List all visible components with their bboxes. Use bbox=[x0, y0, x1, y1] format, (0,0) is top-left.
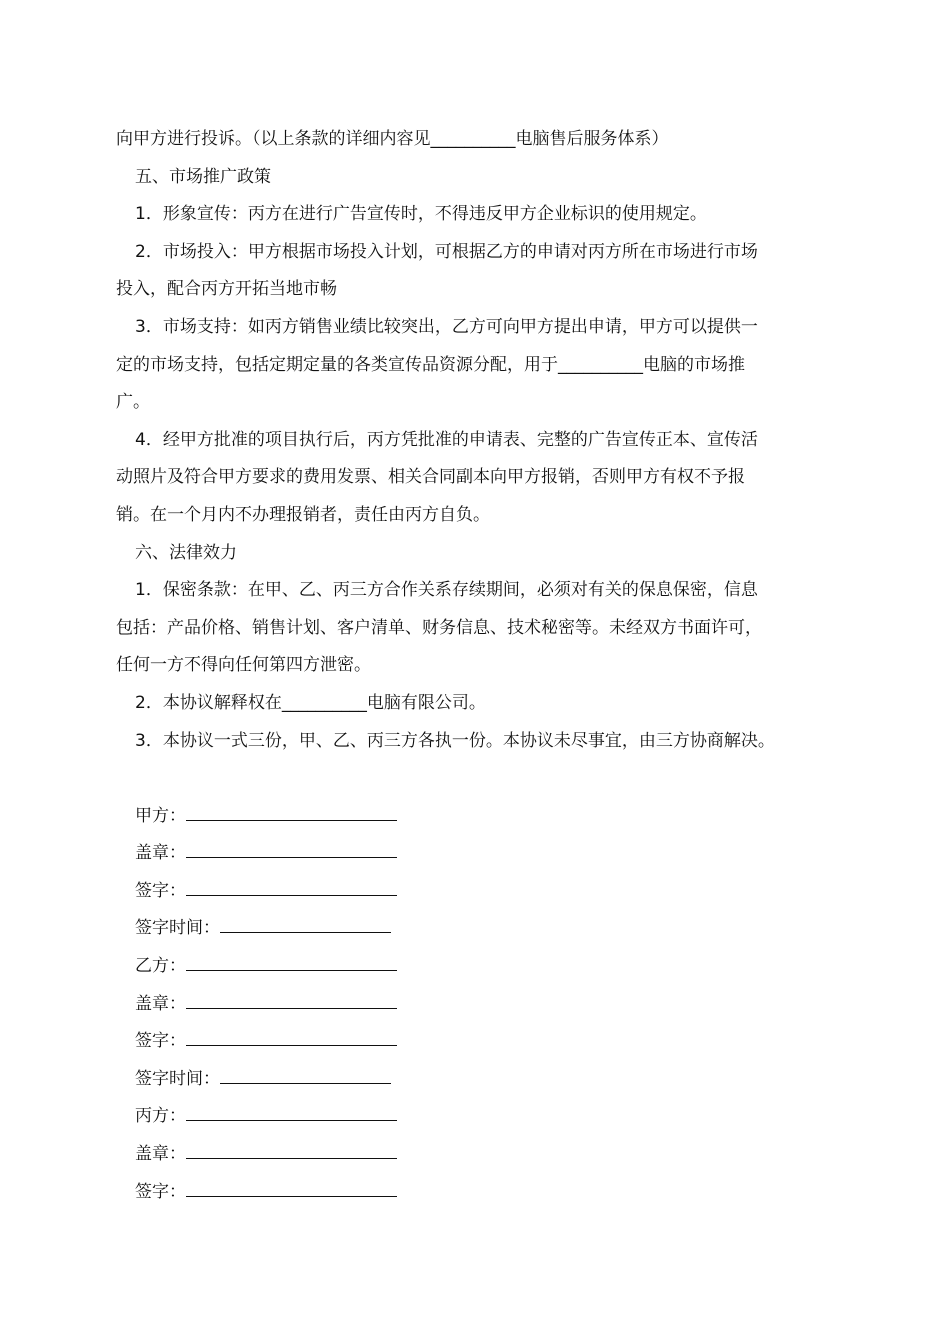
paragraph-complaint: 向甲方进行投诉。（以上条款的详细内容见__________电脑售后服务体系） bbox=[116, 129, 669, 149]
clause-confidentiality-line2: 包括：产品价格、销售计划、客户清单、财务信息、技术秘密等。未经双方书面许可， bbox=[116, 617, 762, 638]
signature-row-sign-b bbox=[116, 1023, 841, 1061]
signature-line[interactable] bbox=[186, 1182, 397, 1197]
section-heading-market-promotion: 五、市场推广政策 bbox=[135, 166, 271, 187]
signature-line[interactable] bbox=[186, 881, 397, 896]
signature-line[interactable] bbox=[186, 994, 397, 1009]
blank-line bbox=[116, 760, 841, 798]
signature-label: 盖章： bbox=[135, 1144, 186, 1165]
signature-row-date-b bbox=[116, 1061, 841, 1099]
signature-row-party-c bbox=[116, 1098, 841, 1136]
signature-line[interactable] bbox=[220, 1069, 391, 1084]
signature-row-date-a bbox=[116, 910, 841, 948]
signature-label: 盖章： bbox=[135, 993, 186, 1014]
clause-market-investment-line1: 2．市场投入：甲方根据市场投入计划，可根据乙方的申请对丙方所在市场进行市场 bbox=[135, 241, 758, 262]
clause-interpretation-right: 2．本协议解释权在__________电脑有限公司。 bbox=[135, 692, 486, 713]
signature-block bbox=[116, 798, 841, 1212]
clause-confidentiality-line1: 1．保密条款：在甲、乙、丙三方合作关系存续期间，必须对有关的保息保密，信息 bbox=[135, 580, 758, 601]
signature-row-party-a bbox=[116, 798, 841, 836]
signature-row-seal-c bbox=[116, 1136, 841, 1174]
signature-label: 丙方： bbox=[135, 1106, 186, 1127]
signature-line[interactable] bbox=[186, 843, 397, 858]
section-heading-legal-effect: 六、法律效力 bbox=[135, 542, 237, 563]
clause-market-support-line2: 定的市场支持，包括定期定量的各类宣传品资源分配，用于__________电脑的市场推 bbox=[116, 354, 745, 375]
clause-reimbursement-line1: 4．经甲方批准的项目执行后，丙方凭批准的申请表、完整的广告宣传正本、宣传活 bbox=[135, 429, 758, 450]
signature-row-party-b bbox=[116, 948, 841, 986]
signature-line[interactable] bbox=[220, 918, 391, 933]
signature-line[interactable] bbox=[186, 1144, 397, 1159]
clause-confidentiality-line3: 任何一方不得向任何第四方泄密。 bbox=[116, 655, 371, 676]
signature-label: 签字时间： bbox=[135, 918, 220, 939]
clause-image-promotion: 1．形象宣传：丙方在进行广告宣传时，不得违反甲方企业标识的使用规定。 bbox=[135, 204, 707, 225]
signature-label: 签字： bbox=[135, 1181, 186, 1202]
signature-label: 签字： bbox=[135, 1031, 186, 1052]
signature-label: 签字： bbox=[135, 880, 186, 901]
signature-label: 甲方： bbox=[135, 805, 186, 826]
signature-row-seal-b bbox=[116, 986, 841, 1024]
signature-label: 盖章： bbox=[135, 843, 186, 864]
clause-reimbursement-line2: 动照片及符合甲方要求的费用发票、相关合同副本向甲方报销，否则甲方有权不予报 bbox=[116, 467, 745, 488]
signature-line[interactable] bbox=[186, 1031, 397, 1046]
clause-reimbursement-line3: 销。在一个月内不办理报销者，责任由丙方自负。 bbox=[116, 504, 490, 525]
document-page bbox=[116, 121, 841, 1211]
clause-market-support-line1: 3．市场支持：如丙方销售业绩比较突出，乙方可向甲方提出申请，甲方可以提供一 bbox=[135, 316, 758, 337]
signature-line[interactable] bbox=[186, 806, 397, 821]
clause-copies: 3．本协议一式三份，甲、乙、丙三方各执一份。本协议未尽事宜，由三方协商解决。 bbox=[135, 730, 775, 751]
clause-market-support-line3: 广。 bbox=[116, 392, 150, 413]
signature-label: 乙方： bbox=[135, 956, 186, 977]
signature-row-seal-a bbox=[116, 835, 841, 873]
signature-row-sign-c bbox=[116, 1174, 841, 1212]
signature-label: 签字时间： bbox=[135, 1068, 220, 1089]
clause-market-investment-line2: 投入，配合丙方开拓当地市畅 bbox=[116, 279, 337, 300]
signature-line[interactable] bbox=[186, 1106, 397, 1121]
signature-line[interactable] bbox=[186, 956, 397, 971]
signature-row-sign-a bbox=[116, 873, 841, 911]
